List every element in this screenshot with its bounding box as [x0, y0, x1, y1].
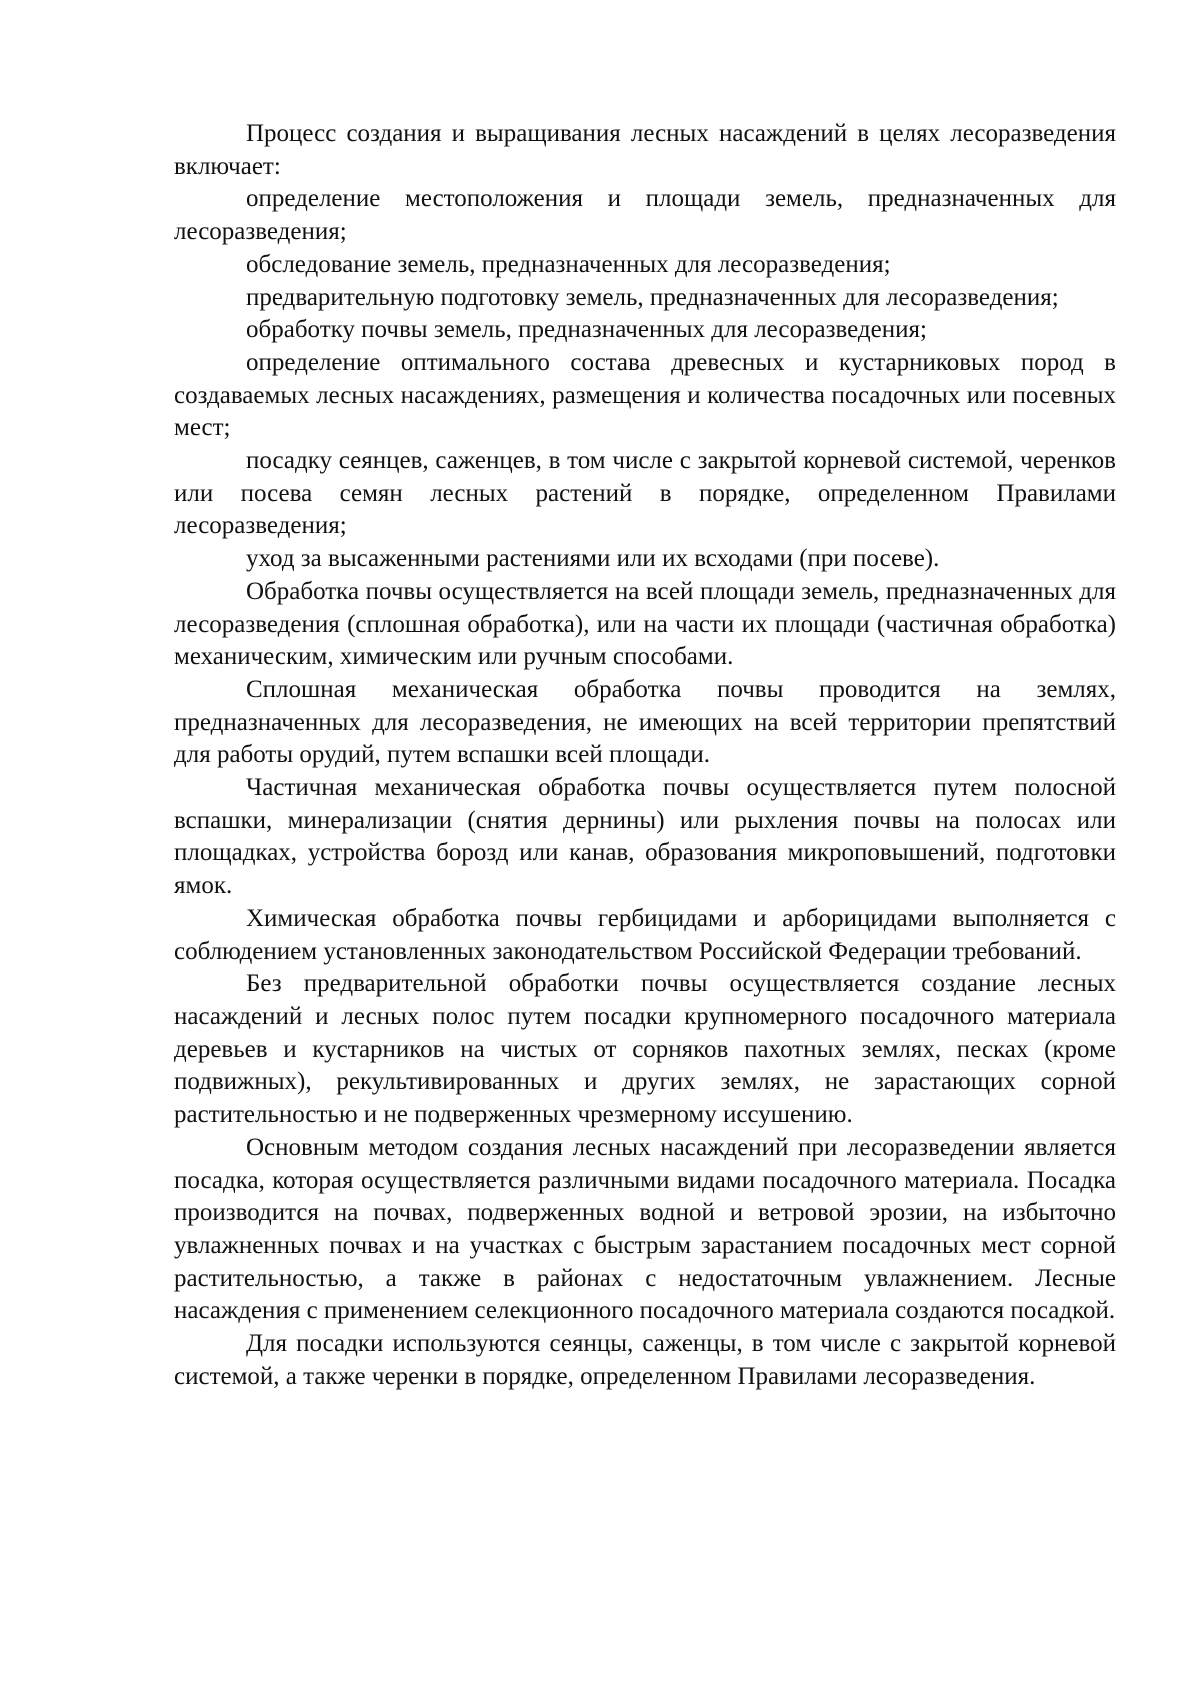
- paragraph-no-treatment: Без предварительной обработки почвы осуществляется создание лесных насаждений и лесных полос путем посадки крупномерного посадочного материала деревьев и кустарников на чистых от сорняков пахотных землях, песках (кроме подвижных), рекультивированных и других землях, не зарастающих сорной растительностью и не подверженных чрезмерному иссушению.: [174, 970, 1116, 1129]
- paragraph-planting-method: Основным методом создания лесных насаждений при лесоразведении является посадка, которая осуществляется различными видами посадочного материала. Посадка производится на почвах, подверженных водной и ветровой эрозии, на избыточно увлажненных почвах и на участках с быстрым зарастанием посадочных мест сорной растительностью, а также в районах с недостаточным увлажнением. Лесные насаждения с применением селекционного посадочного материала создаются посадкой.: [174, 1133, 1116, 1325]
- document-page: [174, 118, 1116, 1393]
- paragraph-list-item-planting: посадку сеянцев, саженцев, в том числе с закрытой корневой системой, черенков или посева семян лесных растений в порядке, определенном Правилами лесоразведения;: [174, 447, 1116, 540]
- paragraph-continuous-treatment: Сплошная механическая обработка почвы проводится на землях, предназначенных для лесоразведения, не имеющих на всей территории препятствий для работы орудий, путем вспашки всей площади.: [174, 675, 1116, 769]
- paragraph-intro: Процесс создания и выращивания лесных насаждений в целях лесоразведения включает:: [174, 120, 1116, 180]
- paragraph-partial-treatment: Частичная механическая обработка почвы осуществляется путем полосной вспашки, минерализации (снятия дернины) или рыхления почвы на полосах или площадках, устройства борозд или канав, образования микроповышений, подготовки ямок.: [174, 774, 1116, 900]
- paragraph-list-item-preparation: предварительную подготовку земель, предназначенных для лесоразведения;: [246, 283, 1059, 311]
- paragraph-list-item-care: уход за высаженными растениями или их всходами (при посеве).: [246, 545, 940, 573]
- paragraph-planting-material: Для посадки используются сеянцы, саженцы, в том числе с закрытой корневой системой, а также черенки в порядке, определенном Правилами лесоразведения.: [174, 1330, 1116, 1390]
- paragraph-chemical-treatment: Химическая обработка почвы гербицидами и арборицидами выполняется с соблюдением установленных законодательством Российской Федерации требований.: [174, 904, 1116, 965]
- paragraph-list-item-location: определение местоположения и площади земель, предназначенных для лесоразведения;: [174, 185, 1116, 246]
- paragraph-list-item-survey: обследование земель, предназначенных для лесоразведения;: [246, 250, 891, 278]
- paragraph-list-item-soil-treatment: обработку почвы земель, предназначенных для лесоразведения;: [246, 316, 927, 344]
- paragraph-soil-treatment-methods: Обработка почвы осуществляется на всей площади земель, предназначенных для лесоразведения (сплошная обработка), или на части их площади (частичная обработка) механическим, химическим или ручным способами.: [174, 577, 1116, 671]
- paragraph-list-item-composition: определение оптимального состава древесных и кустарниковых пород в создаваемых лесных насаждениях, размещения и количества посадочных или посевных мест;: [174, 348, 1116, 442]
